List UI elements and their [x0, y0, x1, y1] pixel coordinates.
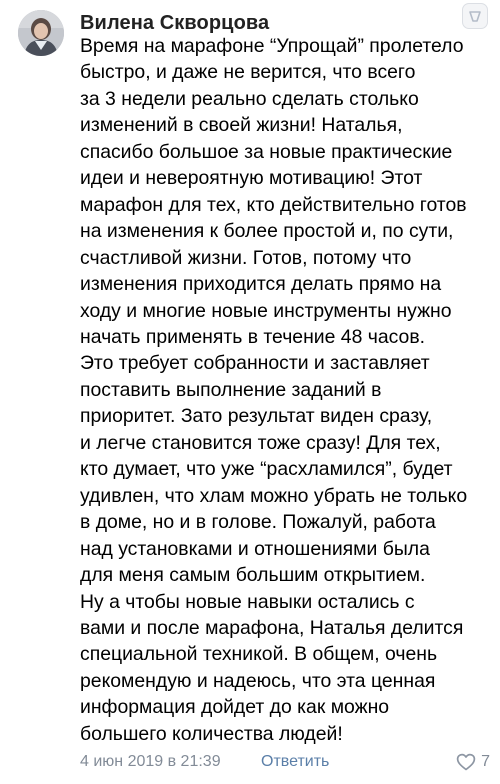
avatar-photo — [18, 10, 64, 56]
comment-text-line: над установками и отношениями была — [80, 537, 430, 560]
comment-text-line: большего количества людей! — [80, 722, 343, 745]
comment-text-line: удивлен, что хлам можно убрать не только — [80, 484, 468, 507]
comment-text-line: Время на марафоне “Упрощай” пролетело — [80, 35, 464, 57]
reply-button[interactable]: Ответить — [261, 753, 330, 770]
avatar[interactable] — [18, 10, 64, 56]
comment-text-line: быстро, и даже не верится, что всего — [80, 61, 416, 84]
comment-text-line: в доме, но и в голове. Пожалуй, работа — [80, 511, 436, 534]
comment-text-line: изменений в своей жизни! Наталья, — [80, 114, 403, 137]
comment-text-line: за 3 недели реально сделать столько — [80, 87, 419, 110]
comment-text-line: на изменения к более простой и, по сути, — [80, 220, 454, 243]
comment-text-line: специальной техникой. В общем, очень — [80, 643, 438, 666]
comment-footer — [80, 750, 492, 774]
comment-text-line: Ну а чтобы новые навыки остались с — [80, 590, 415, 613]
comment-text-line: кто думает, что уже “расхламился”, будет — [80, 458, 453, 481]
menu-icon — [466, 7, 484, 25]
like-button[interactable] — [456, 750, 490, 774]
comment-text-line: информация дойдет до как можно — [80, 696, 390, 719]
comment-text-line: рекомендую и надеюсь, что эта ценная — [80, 669, 436, 692]
comment-text — [80, 33, 492, 747]
comment-text-line: вами и после марафона, Наталья делится — [80, 616, 464, 639]
comment-text-line: марафон для тех, кто действительно готов — [80, 193, 467, 216]
comment-text-line: Это требует собранности и заставляет — [80, 352, 430, 375]
comment-text-line: приоритет. Зато результат виден сразу, — [80, 405, 433, 428]
menu-button[interactable] — [462, 3, 488, 29]
comment-text-line: начать применять в течение 48 часов. — [80, 325, 426, 348]
comment-text-line: счастливой жизни. Готов, потому что — [80, 246, 412, 269]
comment-text-line: идеи и невероятную мотивацию! Этот — [80, 167, 423, 190]
likes-count: 7 — [481, 753, 490, 770]
comment-text-line: ходу и многие новые инструменты нужно — [80, 299, 452, 322]
comment-text-line: для меня самым большим открытием. — [80, 564, 426, 587]
comment-text-line: изменения приходится делать прямо на — [80, 273, 442, 296]
comment-text-line: и легче становится тоже сразу! Для тех, — [80, 431, 441, 454]
comment-author[interactable]: Вилена Скворцова — [80, 12, 270, 34]
comment-date: 4 июн 2019 в 21:39 — [80, 753, 221, 770]
heart-icon — [456, 753, 476, 771]
comment-text-line: спасибо большое за новые практические — [80, 140, 453, 163]
comment-text-line: поставить выполнение заданий в — [80, 378, 382, 401]
